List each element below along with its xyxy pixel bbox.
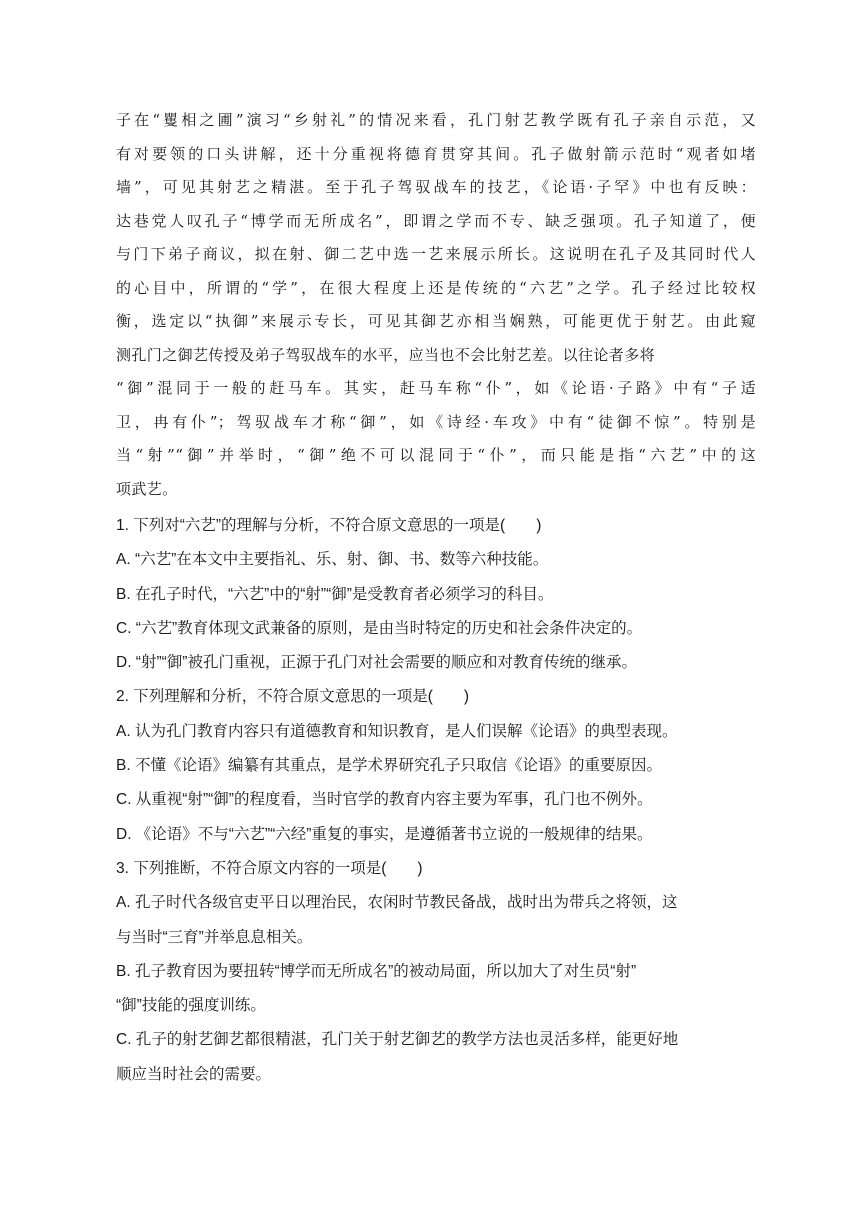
answer-option-continuation: 顺应当时社会的需要。 (116, 1065, 272, 1083)
passage-line: 有对要领的口头讲解，还十分重视将德育贯穿其间。孔子做射箭示范时“观者如堵 (116, 144, 756, 163)
answer-option: C. 从重视“射”“御”的程度看，当时官学的教育内容主要为军事，孔门也不例外。 (116, 791, 653, 809)
question-section (116, 509, 756, 1092)
answer-option: C. “六艺”教育体现文武兼备的原则，是由当时特定的历史和社会条件决定的。 (116, 619, 643, 637)
answer-option: C. 孔子的射艺御艺都很精湛，孔门关于射艺御艺的教学方法也灵活多样，能更好地 (116, 1031, 679, 1049)
answer-option: D. “射”“御”被孔门重视，正源于孔门对社会需要的顺应和对教育传统的继承。 (116, 654, 637, 672)
question-stem: 1. 下列对“六艺”的理解与分析，不符合原文意思的一项是( ) (116, 517, 542, 534)
passage-line: 当“射”“御”并举时，“御”绝不可以混同于“仆”，而只能是指“六艺”中的这 (116, 446, 756, 464)
answer-option: A. 孔子时代各级官吏平日以理治民，农闲时节教民备战，战时出为带兵之将领，这 (116, 894, 678, 912)
passage-line: 墙”，可见其射艺之精湛。至于孔子驾驭战车的技艺，《论语·子罕》中也有反映： (116, 178, 756, 196)
answer-option: A. “六艺”在本文中主要指礼、乐、射、御、书、数等六种技能。 (116, 551, 549, 569)
answer-option: A. 认为孔门教育内容只有道德教育和知识教育，是人们误解《论语》的典型表现。 (116, 722, 678, 740)
passage-line: 子在“矍相之圃”演习“乡射礼”的情况来看，孔门射艺教学既有孔子亲自示范，又 (116, 111, 756, 129)
question-stem: 2. 下列理解和分析，不符合原文意思的一项是( ) (116, 688, 470, 706)
passage-line: 的心目中，所谓的“学”，在很大程度上还是传统的“六艺”之学。孔子经过比较权 (116, 278, 756, 297)
answer-option: D. 《论语》不与“六艺”“六经”重复的事实，是遵循著书立说的一般规律的结果。 (116, 825, 653, 843)
reading-passage (116, 104, 756, 506)
question-stem: 3. 下列推断，不符合原文内容的一项是( ) (116, 859, 423, 877)
passage-line: 测孔门之御艺传授及弟子驾驭战车的水平，应当也不会比射艺差。以往论者多将 (116, 345, 656, 364)
answer-option-continuation: 与当时“三育”并举息息相关。 (116, 928, 313, 946)
answer-option: B. 不懂《论语》编纂有其重点，是学术界研究孔子只取信《论语》的重要原因。 (116, 757, 662, 775)
passage-line: 与门下弟子商议，拟在射、御二艺中选一艺来展示所长。这说明在孔子及其同时代人 (116, 245, 756, 263)
answer-option-continuation: “御”技能的强度训练。 (116, 997, 266, 1015)
passage-line: 达巷党人叹孔子“博学而无所成名”，即谓之学而不专、缺乏强项。孔子知道了，便 (116, 211, 756, 230)
passage-line: 衡，选定以“执御”来展示专长，可见其御艺亦相当娴熟，可能更优于射艺。由此窥 (116, 312, 756, 330)
answer-option: B. 孔子教育因为要扭转“博学而无所成名”的被动局面，所以加大了对生员“射” (116, 962, 637, 980)
answer-option: B. 在孔子时代，“六艺”中的“射”“御”是受教育者必须学习的科目。 (116, 585, 554, 603)
passage-line: 卫，冉有仆”；驾驭战车才称“御”，如《诗经·车攻》中有“徒御不惊”。特别是 (116, 412, 756, 431)
passage-line: 项武艺。 (116, 479, 178, 498)
passage-line: “御”混同于一般的赶马车。其实，赶马车称“仆”，如《论语·子路》中有“子适 (116, 379, 756, 397)
